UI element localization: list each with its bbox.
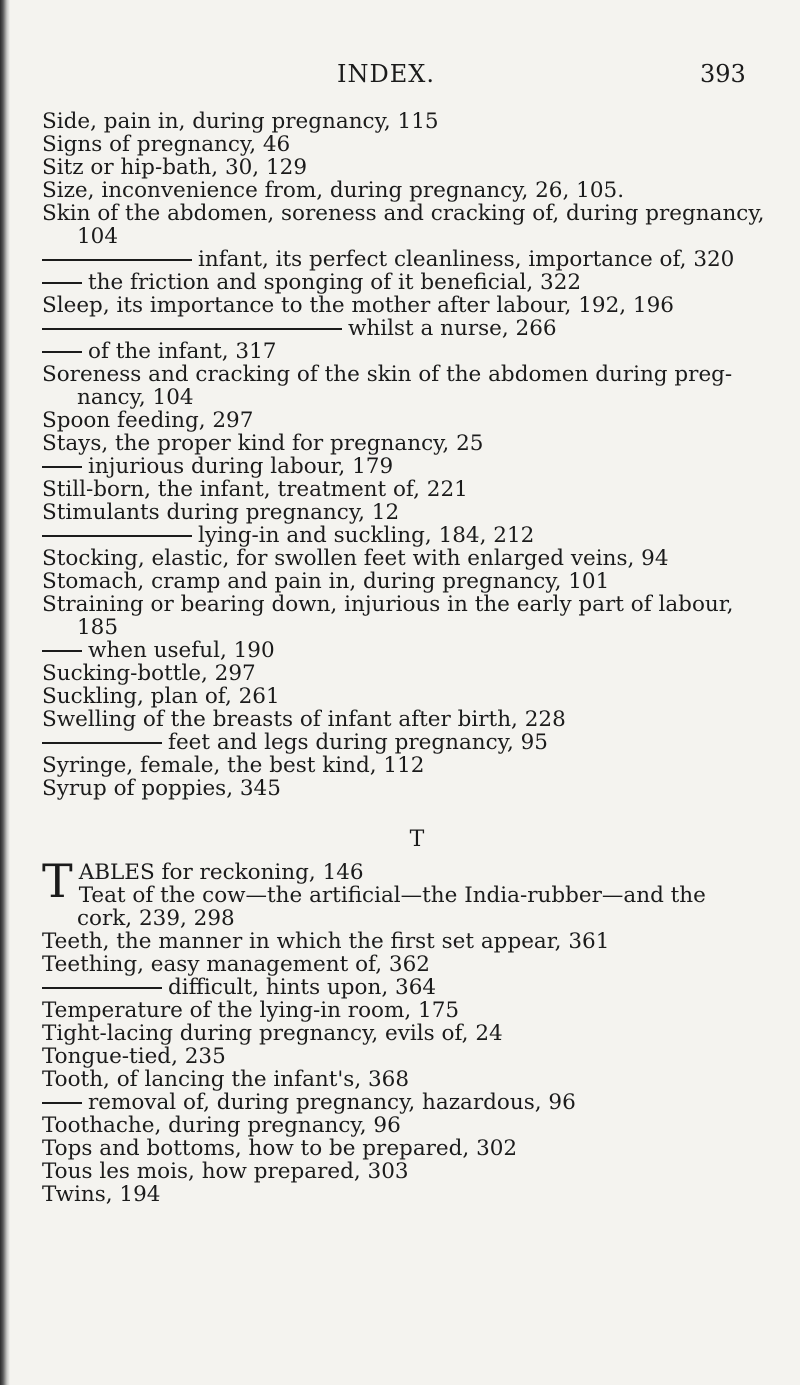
ditto-dash [42, 282, 82, 283]
index-entry [42, 248, 772, 271]
entry-text: removal of, during pregnancy, hazardous, 96 [88, 1090, 576, 1115]
index-entry [42, 294, 772, 317]
index-entry [42, 1183, 772, 1206]
index-entry [42, 110, 772, 133]
index-entry [42, 179, 772, 202]
index-entry [42, 953, 772, 976]
index-entry [42, 777, 772, 800]
entry-text: Sucking-bottle, 297 [42, 661, 256, 686]
ditto-dash [42, 535, 192, 536]
entry-text: Stimulants during pregnancy, 12 [42, 500, 400, 525]
index-entry [42, 432, 772, 455]
entry-text: Twins, 194 [42, 1182, 161, 1207]
index-entry [42, 340, 772, 363]
index-section-t-opening [42, 861, 772, 907]
ditto-dash [42, 987, 162, 988]
index-entry [42, 685, 772, 708]
entry-text: Suckling, plan of, 261 [42, 684, 280, 709]
ditto-dash [42, 466, 82, 467]
entry-text: Spoon feeding, 297 [42, 408, 254, 433]
entry-text: the friction and sponging of it beneficial, 322 [88, 270, 582, 295]
index-entry [42, 363, 772, 386]
index-entry [42, 1091, 772, 1114]
index-entry [42, 754, 772, 777]
ditto-dash [42, 742, 162, 743]
page-header [0, 60, 800, 94]
index-content [42, 110, 772, 1206]
index-entry [42, 1068, 772, 1091]
entry-text: whilst a nurse, 266 [348, 316, 557, 341]
index-entry [42, 593, 772, 616]
entry-text: Tooth, of lancing the infant's, 368 [42, 1067, 410, 1092]
index-entry [42, 662, 772, 685]
entry-text: Straining or bearing down, injurious in the early part of labour, [42, 592, 734, 617]
index-entry [42, 731, 772, 754]
entry-text: Stomach, cramp and pain in, during pregnancy, 101 [42, 569, 610, 594]
drop-cap: T [42, 861, 73, 907]
entry-text: injurious during labour, 179 [88, 454, 394, 479]
entry-text: Tops and bottoms, how to be prepared, 302 [42, 1136, 518, 1161]
entry-text: ABLES for reckoning, 146 [78, 861, 364, 885]
index-entry [42, 386, 772, 409]
page-binding-edge [0, 0, 10, 1385]
index-section-s [42, 110, 772, 800]
index-entry [42, 547, 772, 570]
index-entry [42, 907, 772, 930]
entry-text: feet and legs during pregnancy, 95 [168, 730, 548, 755]
ditto-dash [42, 259, 192, 260]
ditto-dash [42, 351, 82, 352]
entry-text: lying-in and suckling, 184, 212 [198, 523, 535, 548]
entry-text: Stays, the proper kind for pregnancy, 25 [42, 431, 484, 456]
index-entry [42, 639, 772, 662]
index-entry [42, 1137, 772, 1160]
entry-text: infant, its perfect cleanliness, importance of, 320 [198, 247, 735, 272]
index-entry [42, 202, 772, 225]
entry-text: Stocking, elastic, for swollen feet with enlarged veins, 94 [42, 546, 669, 571]
index-entry [42, 524, 772, 547]
entry-text: difficult, hints upon, 364 [168, 975, 437, 1000]
index-entry [42, 317, 772, 340]
section-letter-t: T [409, 827, 425, 852]
entry-text: cork, 239, 298 [77, 906, 235, 931]
ditto-dash [42, 1102, 82, 1103]
entry-text: Side, pain in, during pregnancy, 115 [42, 109, 439, 134]
entry-text: Skin of the abdomen, soreness and cracking of, during pregnancy, [42, 201, 765, 226]
entry-text: Swelling of the breasts of infant after birth, 228 [42, 707, 566, 732]
entry-text: Signs of pregnancy, 46 [42, 132, 291, 157]
index-entry [42, 616, 772, 639]
index-entry [42, 501, 772, 524]
entry-text: Teething, easy management of, 362 [42, 952, 430, 977]
index-section-t [42, 907, 772, 1206]
index-entry [42, 133, 772, 156]
index-entry [42, 225, 772, 248]
index-entry [42, 455, 772, 478]
index-entry [42, 1160, 772, 1183]
index-entry [42, 570, 772, 593]
entry-text: Temperature of the lying-in room, 175 [42, 998, 460, 1023]
entry-text: Sleep, its importance to the mother after labour, 192, 196 [42, 293, 674, 318]
entry-text: Tous les mois, how prepared, 303 [42, 1159, 409, 1184]
entry-text: Still-born, the infant, treatment of, 221 [42, 477, 468, 502]
entry-text: Tongue-tied, 235 [42, 1044, 226, 1069]
running-title: INDEX. [337, 60, 435, 88]
entry-text: Size, inconvenience from, during pregnancy, 26, 105. [42, 178, 625, 203]
index-entry [42, 1114, 772, 1137]
index-entry [42, 1022, 772, 1045]
index-entry: Teat of the cow—the artificial—the India-rubber—and the [78, 883, 706, 907]
index-entry [42, 930, 772, 953]
index-entry [42, 478, 772, 501]
entry-text: Teeth, the manner in which the first set appear, 361 [42, 929, 610, 954]
index-entry [42, 708, 772, 731]
entry-text: of the infant, 317 [88, 339, 277, 364]
entry-text: Toothache, during pregnancy, 96 [42, 1113, 401, 1138]
entry-text: Tight-lacing during pregnancy, evils of, 24 [42, 1021, 503, 1046]
ditto-dash [42, 650, 82, 651]
index-entry [42, 999, 772, 1022]
entry-text: 185 [77, 615, 119, 640]
entry-text: nancy, 104 [77, 385, 194, 410]
ditto-dash [42, 328, 342, 329]
page-number: 393 [700, 60, 746, 88]
entry-text: Sitz or hip-bath, 30, 129 [42, 155, 308, 180]
entry-text: Soreness and cracking of the skin of the abdomen during preg- [42, 362, 733, 387]
index-entry [42, 271, 772, 294]
entry-text: when useful, 190 [88, 638, 275, 663]
index-entry [42, 409, 772, 432]
entry-text: 104 [77, 224, 119, 249]
entry-text: Syrup of poppies, 345 [42, 776, 281, 801]
index-entry [42, 1045, 772, 1068]
entry-text: Syringe, female, the best kind, 112 [42, 753, 425, 778]
index-entry [42, 156, 772, 179]
index-entry [42, 976, 772, 999]
